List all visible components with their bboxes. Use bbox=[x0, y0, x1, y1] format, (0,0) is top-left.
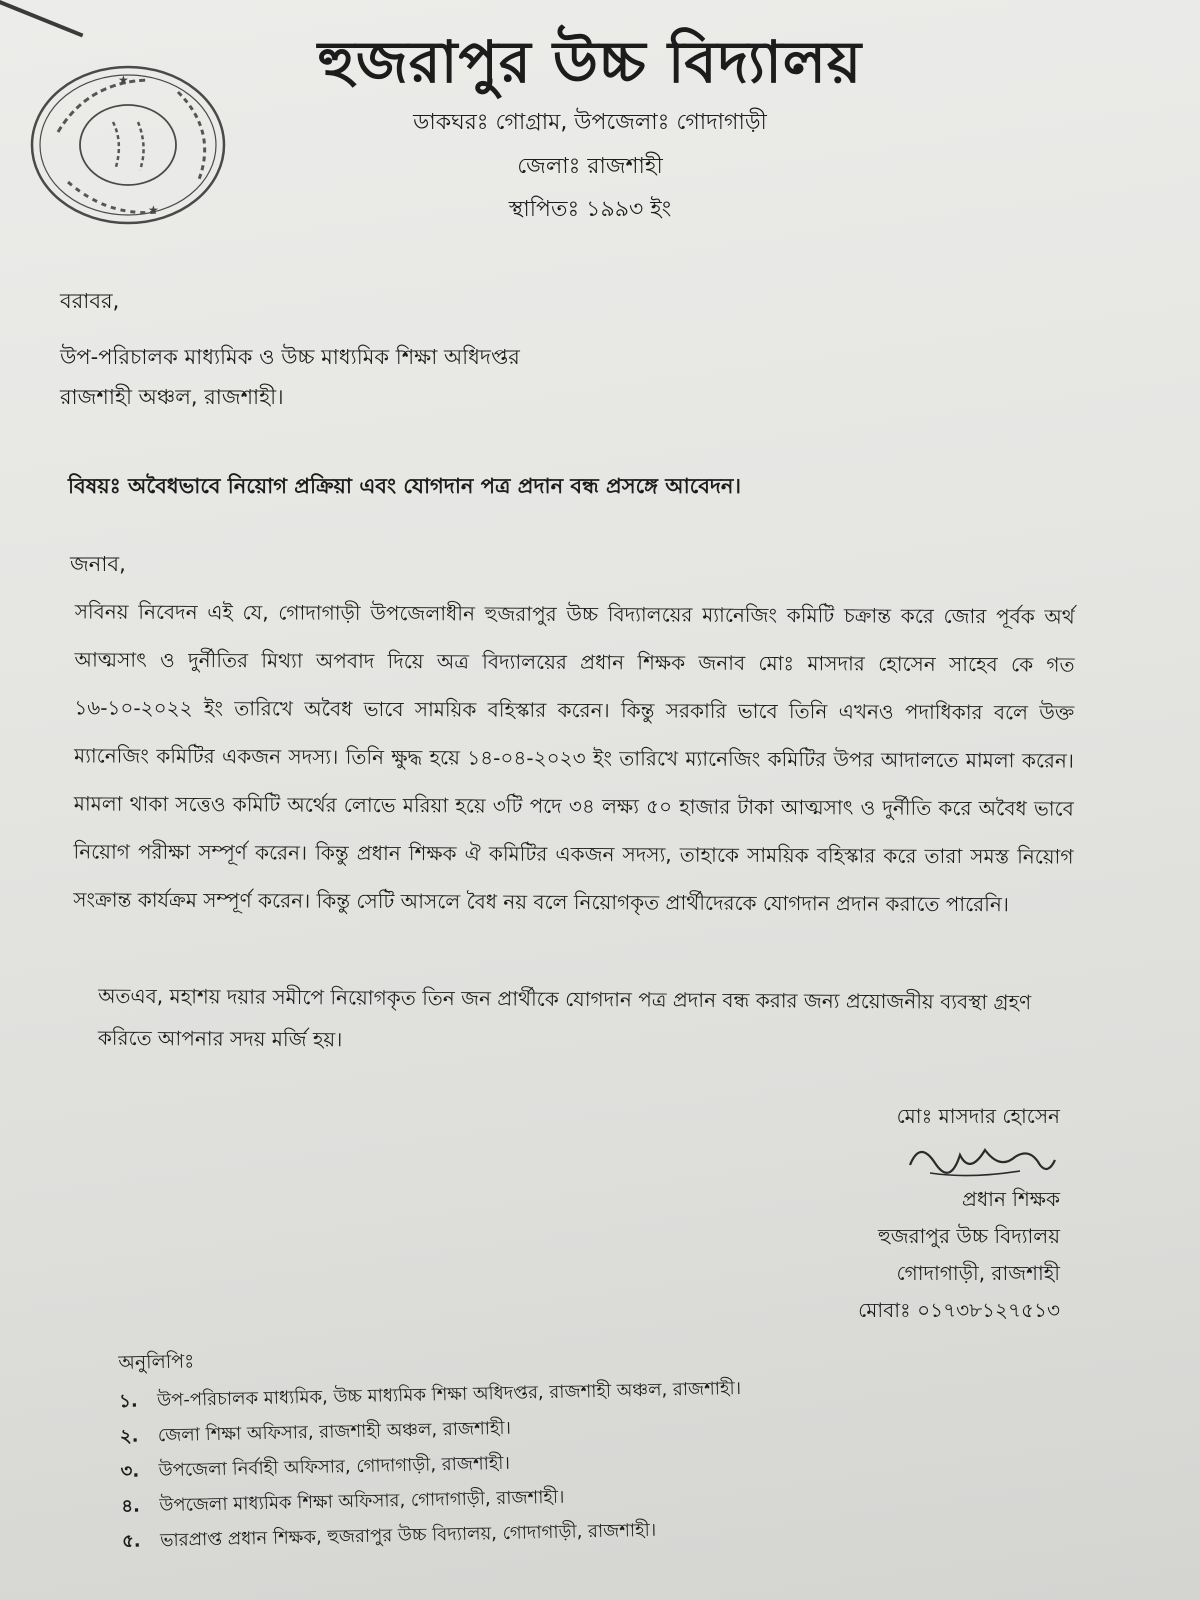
signatory-phone: মোবাঃ ০১৭৩৮১২৭৫১৩ bbox=[858, 1298, 1060, 1322]
copy-item-number: ২. bbox=[119, 1425, 139, 1448]
copy-item-text: ভারপ্রাপ্ত প্রধান শিক্ষক, হুজরাপুর উচ্চ বিদ্যালয়, গোদাগাড়ী, রাজশাহী। bbox=[159, 1520, 657, 1552]
subject-line: বিষয়ঃ অবৈধভাবে নিয়োগ প্রক্রিয়া এবং যোগদান পত্র প্রদান বন্ধ প্রসঙ্গে আবেদন। bbox=[68, 474, 741, 498]
copy-item-number: ৫. bbox=[121, 1530, 141, 1553]
closing-paragraph: অতএব, মহাশয় দয়ার সমীপে নিয়োগকৃত তিন জন প্রার্থীকে যোগদান পত্র প্রদান বন্ধ করার জন্য প্রয়োজনীয় ব্যবস্থা গ্রহণ করিতে আপনার সদয় মর্জি হয়। bbox=[97, 983, 1032, 1052]
signatory-location: গোদাগাড়ী, রাজশাহী bbox=[896, 1261, 1060, 1285]
recipient-block bbox=[60, 282, 1120, 418]
copy-item-text: জেলা শিক্ষা অফিসার, রাজশাহী অঞ্চল, রাজশাহী। bbox=[157, 1417, 512, 1447]
copies-block bbox=[118, 1327, 1002, 1560]
letterhead bbox=[260, 28, 920, 226]
school-seal-icon bbox=[28, 62, 228, 228]
established-line: স্থাপিতঃ ১৯৯৩ ইং bbox=[508, 197, 672, 223]
school-name: হুজরাপুর উচ্চ বিদ্যালয় bbox=[317, 28, 863, 96]
copy-item-number: ৩. bbox=[120, 1460, 140, 1483]
signatory-designation: প্রধান শিক্ষক bbox=[962, 1187, 1060, 1211]
recipient-to-label: বরাবর, bbox=[60, 289, 120, 313]
svg-text:★: ★ bbox=[148, 203, 159, 217]
signature-block bbox=[740, 1098, 1060, 1329]
copy-item-number: ৪. bbox=[121, 1495, 141, 1518]
copy-item-number: ১. bbox=[118, 1390, 138, 1413]
address-line: ডাকঘরঃ গোগ্রাম, উপজেলাঃ গোদাগাড়ী bbox=[413, 109, 767, 135]
copies-title: অনুলিপিঃ bbox=[118, 1350, 195, 1374]
recipient-line-2: রাজশাহী অঞ্চল, রাজশাহী। bbox=[60, 384, 284, 409]
paper-fold-mark bbox=[0, 0, 83, 37]
body-paragraph: সবিনয় নিবেদন এই যে, গোদাগাড়ী উপজেলাধীন হুজরাপুর উচ্চ বিদ্যালয়ের ম্যানেজিং কমিটি চক্রান্ত করে জোর পূর্বক অর্থ আত্মসাৎ ও দুর্নীতির মিথ্যা অপবাদ দিয়ে অত্র বিদ্যালয়ের প্রধান শিক্ষক জনাব মোঃ মাসদার হোসেন সাহেব কে গত ১৬-১০-২০২২ ইং তারিখে অবৈধ ভাবে সাময়িক বহিস্কার করেন। কিন্তু সরকারি ভাবে তিনি এখনও পদাধিকার বলে উক্ত ম্যানেজিং কমিটির একজন সদস্য। তিনি ক্ষুদ্ধ হয়ে ১৪-০৪-২০২৩ ইং তারিখে ম্যানেজিং কমিটির উপর আদালতে মামলা করেন। মামলা থাকা সত্তেও কমিটি অর্থের লোভে মরিয়া হয়ে ৩টি পদে ৩৪ লক্ষ্য ৫০ হাজার টাকা আত্মসাৎ ও দুর্নীতি করে অবৈধ ভাবে নিয়োগ পরীক্ষা সম্পূর্ণ করেন। কিন্তু প্রধান শিক্ষক ঐ কমিটির একজন সদস্য, তাহাকে সাময়িক বহিস্কার করে তারা সমস্ত নিয়োগ সংক্রান্ত কার্যক্রম সম্পূর্ণ করেন। কিন্তু সেটি আসলে বৈধ নয় বলে নিয়োগকৃত প্রার্থীদেরকে যোগদান প্রদান করাতে পারেনি। bbox=[73, 599, 1075, 917]
copy-item-text: উপজেলা মাধ্যমিক শিক্ষা অফিসার, গোদাগাড়ী, রাজশাহী। bbox=[159, 1487, 565, 1517]
signatory-school: হুজরাপুর উচ্চ বিদ্যালয় bbox=[877, 1224, 1060, 1248]
svg-text:★: ★ bbox=[118, 73, 129, 87]
copy-item-text: উপ-পরিচালক মাধ্যমিক, উচ্চ মাধ্যমিক শিক্ষা অধিদপ্তর, রাজশাহী অঞ্চল, রাজশাহী। bbox=[156, 1378, 742, 1412]
copy-item-text: উপজেলা নির্বাহী অফিসার, গোদাগাড়ী, রাজশাহী। bbox=[158, 1453, 511, 1482]
salutation: জনাব, bbox=[70, 552, 126, 576]
recipient-line-1: উপ-পরিচালক মাধ্যমিক ও উচ্চ মাধ্যমিক শিক্ষা অধিদপ্তর bbox=[60, 344, 520, 369]
signatory-name: মোঃ মাসদার হোসেন bbox=[896, 1104, 1060, 1128]
district-line: জেলাঃ রাজশাহী bbox=[517, 154, 663, 180]
handwritten-signature-icon bbox=[890, 1135, 1060, 1181]
